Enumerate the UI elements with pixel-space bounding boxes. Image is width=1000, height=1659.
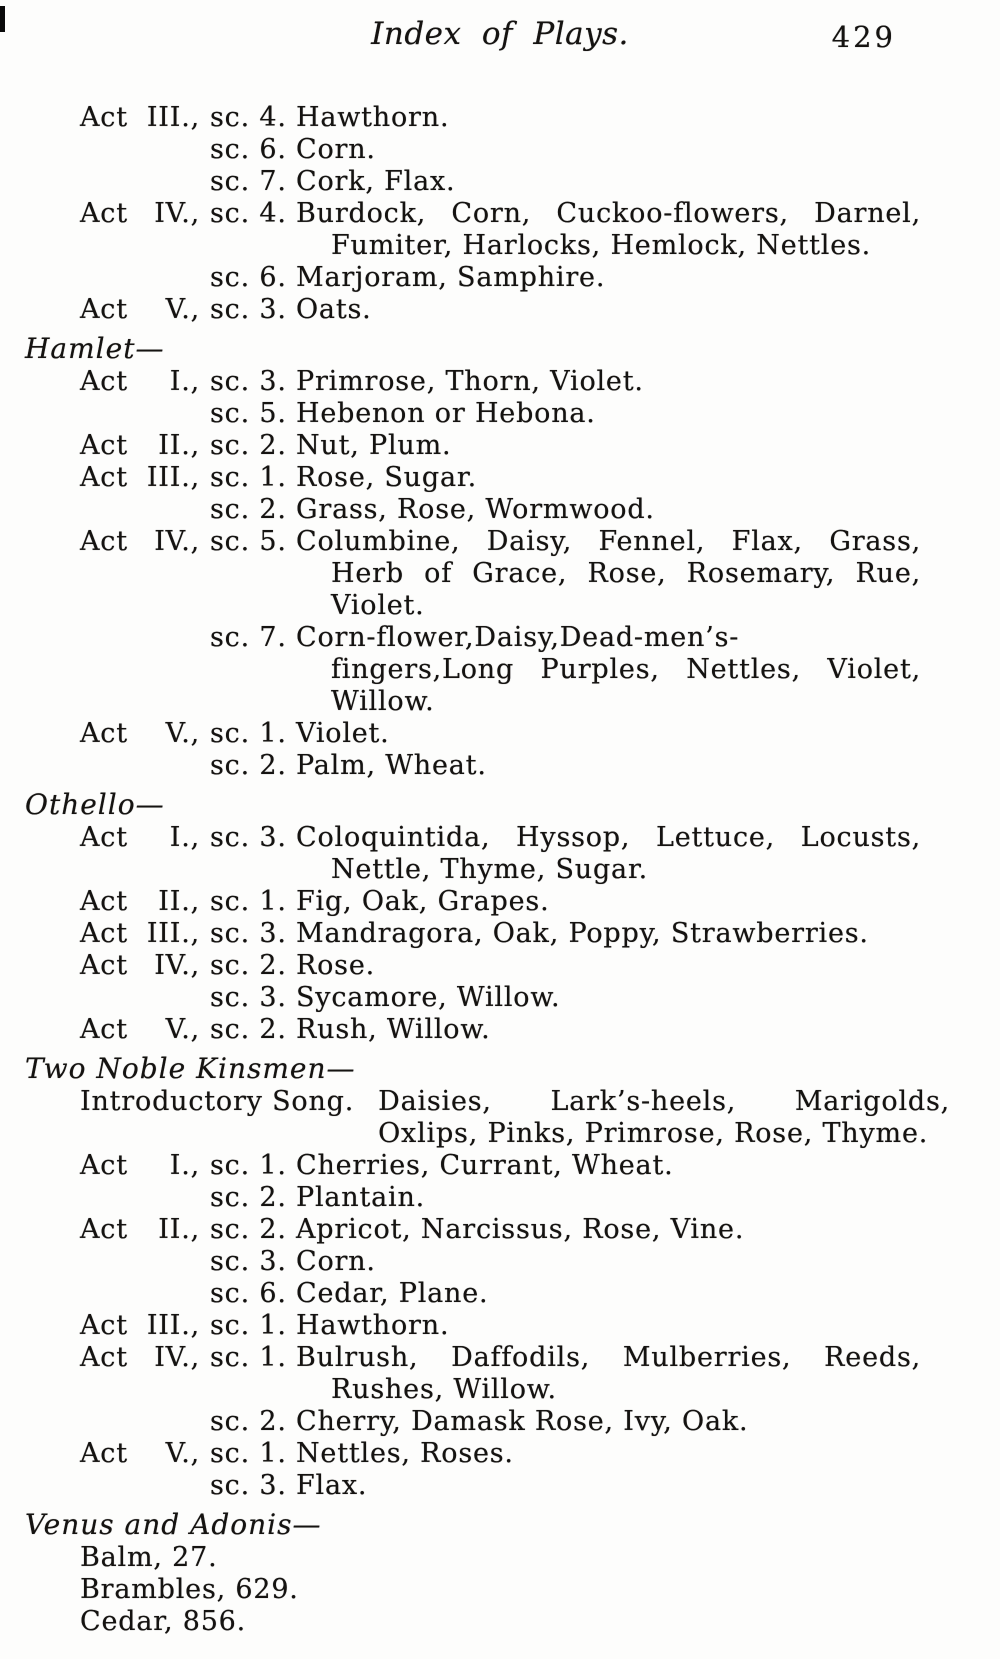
plant-list: Grass, Rose, Wormwood. [296, 494, 655, 525]
act-numeral: II., [158, 1214, 200, 1245]
page-header [0, 0, 1000, 76]
index-entry [80, 1574, 950, 1606]
plant-list: Fig, Oak, Grapes. [296, 886, 550, 917]
plant-list: Mandragora, Oak, Poppy, Strawberries. [296, 918, 869, 949]
act-label: Act [80, 1310, 128, 1341]
scene-number: sc. 1. [210, 886, 287, 917]
scene-number: sc. 2. [210, 1014, 287, 1045]
index-entry [80, 1542, 950, 1574]
scene-number: sc. 7. [210, 622, 287, 653]
act-numeral: III., [146, 102, 200, 133]
act-label: Act [80, 1150, 128, 1181]
act-column [80, 950, 210, 982]
scene-number: sc. 6. [210, 1278, 287, 1309]
act-column [80, 102, 210, 134]
page-title: Index of Plays. [371, 16, 629, 52]
plant-list: Coloquintida, Hyssop, Lettuce, Locusts, Nettle, Thyme, Sugar. [296, 822, 921, 885]
act-label: Act [80, 822, 128, 853]
act-label: Act [80, 1014, 128, 1045]
scene-number: sc. 4. [210, 102, 287, 133]
act-column [80, 1014, 210, 1046]
plant-list: Flax. [296, 1470, 368, 1501]
index-entry [80, 1606, 950, 1638]
index-entry [80, 1342, 950, 1406]
reference-text: Cedar, 856. [80, 1606, 247, 1637]
plant-list: Marjoram, Samphire. [296, 262, 606, 293]
index-entry [80, 1086, 950, 1150]
plant-list: Palm, Wheat. [296, 750, 487, 781]
act-label: Act [80, 294, 128, 325]
act-column [80, 822, 210, 854]
index-entry [80, 366, 950, 398]
plant-list: Cherry, Damask Rose, Ivy, Oak. [296, 1406, 749, 1437]
plant-list: Rose. [296, 950, 376, 981]
index-entry [80, 1182, 950, 1214]
act-numeral: IV., [154, 1342, 200, 1373]
index-entry [80, 1278, 950, 1310]
act-column [80, 430, 210, 462]
plant-list: Cork, Flax. [296, 166, 456, 197]
play-title: Othello— [25, 788, 165, 821]
scene-number: sc. 3. [210, 366, 287, 397]
act-numeral: III., [146, 462, 200, 493]
act-label: Act [80, 1214, 128, 1245]
act-label: Act [80, 462, 128, 493]
plant-list: Nut, Plum. [296, 430, 452, 461]
plant-list: Rose, Sugar. [296, 462, 477, 493]
index-entry [80, 294, 950, 326]
index-section [25, 1508, 950, 1638]
scene-number: sc. 2. [210, 750, 287, 781]
index-entry [80, 1246, 950, 1278]
scene-number: sc. 3. [210, 822, 287, 853]
act-numeral: V., [165, 294, 200, 325]
index-entry [80, 166, 950, 198]
act-numeral: III., [146, 1310, 200, 1341]
play-title: Venus and Adonis— [25, 1508, 322, 1541]
act-column [80, 1342, 210, 1374]
act-column [80, 886, 210, 918]
index-entry [80, 102, 950, 134]
act-column [80, 462, 210, 494]
act-numeral: II., [158, 886, 200, 917]
plant-list: Corn-flower,Daisy,Dead-men’s-fingers,Long Purples, Nettles, Violet, Willow. [296, 622, 921, 717]
act-label: Act [80, 918, 128, 949]
index-entry [80, 262, 950, 294]
act-column [80, 366, 210, 398]
index-section [25, 332, 950, 782]
index-entry [80, 622, 950, 718]
index-entry [80, 886, 950, 918]
act-label: Act [80, 886, 128, 917]
act-label: Act [80, 430, 128, 461]
plant-list: Cherries, Currant, Wheat. [296, 1150, 674, 1181]
reference-text: Balm, 27. [80, 1542, 218, 1573]
act-column [80, 526, 210, 558]
plant-list: Plantain. [296, 1182, 426, 1213]
scene-number: sc. 5. [210, 398, 287, 429]
act-numeral: II., [158, 430, 200, 461]
plant-list: Nettles, Roses. [296, 1438, 514, 1469]
index-section [25, 788, 950, 1046]
scene-number: sc. 2. [210, 1214, 287, 1245]
scene-number: sc. 1. [210, 1342, 287, 1373]
reference-text: Brambles, 629. [80, 1574, 299, 1605]
scene-number: sc. 3. [210, 1246, 287, 1277]
act-numeral: III., [146, 918, 200, 949]
act-label: Act [80, 1342, 128, 1373]
scene-number: sc. 3. [210, 1470, 287, 1501]
act-column [80, 1310, 210, 1342]
index-entry [80, 1150, 950, 1182]
index-entry [80, 950, 950, 982]
act-numeral: IV., [154, 526, 200, 557]
plant-list: Rush, Willow. [296, 1014, 491, 1045]
scene-number: sc. 1. [210, 1150, 287, 1181]
act-numeral: IV., [154, 198, 200, 229]
plant-list: Violet. [296, 718, 390, 749]
act-column [80, 1438, 210, 1470]
index-entry [80, 982, 950, 1014]
index-body [0, 102, 1000, 1638]
play-title: Two Noble Kinsmen— [25, 1052, 356, 1085]
act-column [80, 1214, 210, 1246]
plant-list: Hawthorn. [296, 102, 450, 133]
act-numeral: V., [165, 718, 200, 749]
plant-list: Apricot, Narcissus, Rose, Vine. [296, 1214, 745, 1245]
scene-number: sc. 6. [210, 262, 287, 293]
act-numeral: IV., [154, 950, 200, 981]
scene-number: sc. 1. [210, 1438, 287, 1469]
act-label: Act [80, 950, 128, 981]
scene-number: sc. 3. [210, 294, 287, 325]
scene-number: sc. 3. [210, 982, 287, 1013]
index-entry [80, 1310, 950, 1342]
index-entry [80, 134, 950, 166]
index-entry [80, 1470, 950, 1502]
scene-number: sc. 1. [210, 462, 287, 493]
plant-list: Corn. [296, 1246, 376, 1277]
index-entry [80, 1438, 950, 1470]
scene-number: sc. 2. [210, 950, 287, 981]
plant-list: Hebenon or Hebona. [296, 398, 596, 429]
scene-number: sc. 2. [210, 1406, 287, 1437]
act-label: Act [80, 198, 128, 229]
act-numeral: I., [169, 366, 200, 397]
plant-list: Hawthorn. [296, 1310, 450, 1341]
act-column [80, 1150, 210, 1182]
act-label: Act [80, 366, 128, 397]
scene-number: sc. 1. [210, 718, 287, 749]
act-numeral: V., [165, 1438, 200, 1469]
plant-list: Burdock, Corn, Cuckoo-flowers, Darnel, Fumiter, Harlocks, Hemlock, Nettles. [296, 198, 921, 261]
act-label: Act [80, 718, 128, 749]
act-label: Act [80, 1438, 128, 1469]
plant-list: Bulrush, Daffodils, Mulberries, Reeds, Rushes, Willow. [296, 1342, 921, 1405]
act-label: Act [80, 526, 128, 557]
scene-number: sc. 2. [210, 430, 287, 461]
act-numeral: I., [169, 1150, 200, 1181]
act-column [80, 198, 210, 230]
song-label: Introductory Song. [80, 1086, 355, 1117]
act-column [80, 718, 210, 750]
scene-number: sc. 3. [210, 918, 287, 949]
page-number: 429 [831, 20, 896, 54]
scene-number: sc. 2. [210, 494, 287, 525]
scene-number: sc. 4. [210, 198, 287, 229]
index-section [25, 1052, 950, 1502]
index-entry [80, 430, 950, 462]
index-entry [80, 718, 950, 750]
play-title: Hamlet— [25, 332, 165, 365]
plant-list: Sycamore, Willow. [296, 982, 561, 1013]
plant-list: Columbine, Daisy, Fennel, Flax, Grass, Herb of Grace, Rose, Rosemary, Rue, Violet. [296, 526, 921, 621]
index-entry [80, 494, 950, 526]
scene-number: sc. 2. [210, 1182, 287, 1213]
index-entry [80, 462, 950, 494]
scene-number: sc. 7. [210, 166, 287, 197]
act-label: Act [80, 102, 128, 133]
index-entry [80, 918, 950, 950]
plant-list: Primrose, Thorn, Violet. [296, 366, 644, 397]
index-entry [80, 398, 950, 430]
plant-list: Oats. [296, 294, 372, 325]
act-numeral: V., [165, 1014, 200, 1045]
index-entry [80, 822, 950, 886]
index-entry [80, 1014, 950, 1046]
scene-number: sc. 1. [210, 1310, 287, 1341]
act-column [80, 294, 210, 326]
index-entry [80, 526, 950, 622]
act-numeral: I., [169, 822, 200, 853]
plant-list: Daisies, Lark’s-heels, Marigolds, Oxlips, Pinks, Primrose, Rose, Thyme. [378, 1086, 950, 1149]
index-entry [80, 198, 950, 262]
index-entry [80, 750, 950, 782]
scene-number: sc. 6. [210, 134, 287, 165]
index-entry [80, 1406, 950, 1438]
act-column [80, 918, 210, 950]
scene-number: sc. 5. [210, 526, 287, 557]
index-section [25, 102, 950, 326]
plant-list: Cedar, Plane. [296, 1278, 489, 1309]
plant-list: Corn. [296, 134, 376, 165]
index-entry [80, 1214, 950, 1246]
